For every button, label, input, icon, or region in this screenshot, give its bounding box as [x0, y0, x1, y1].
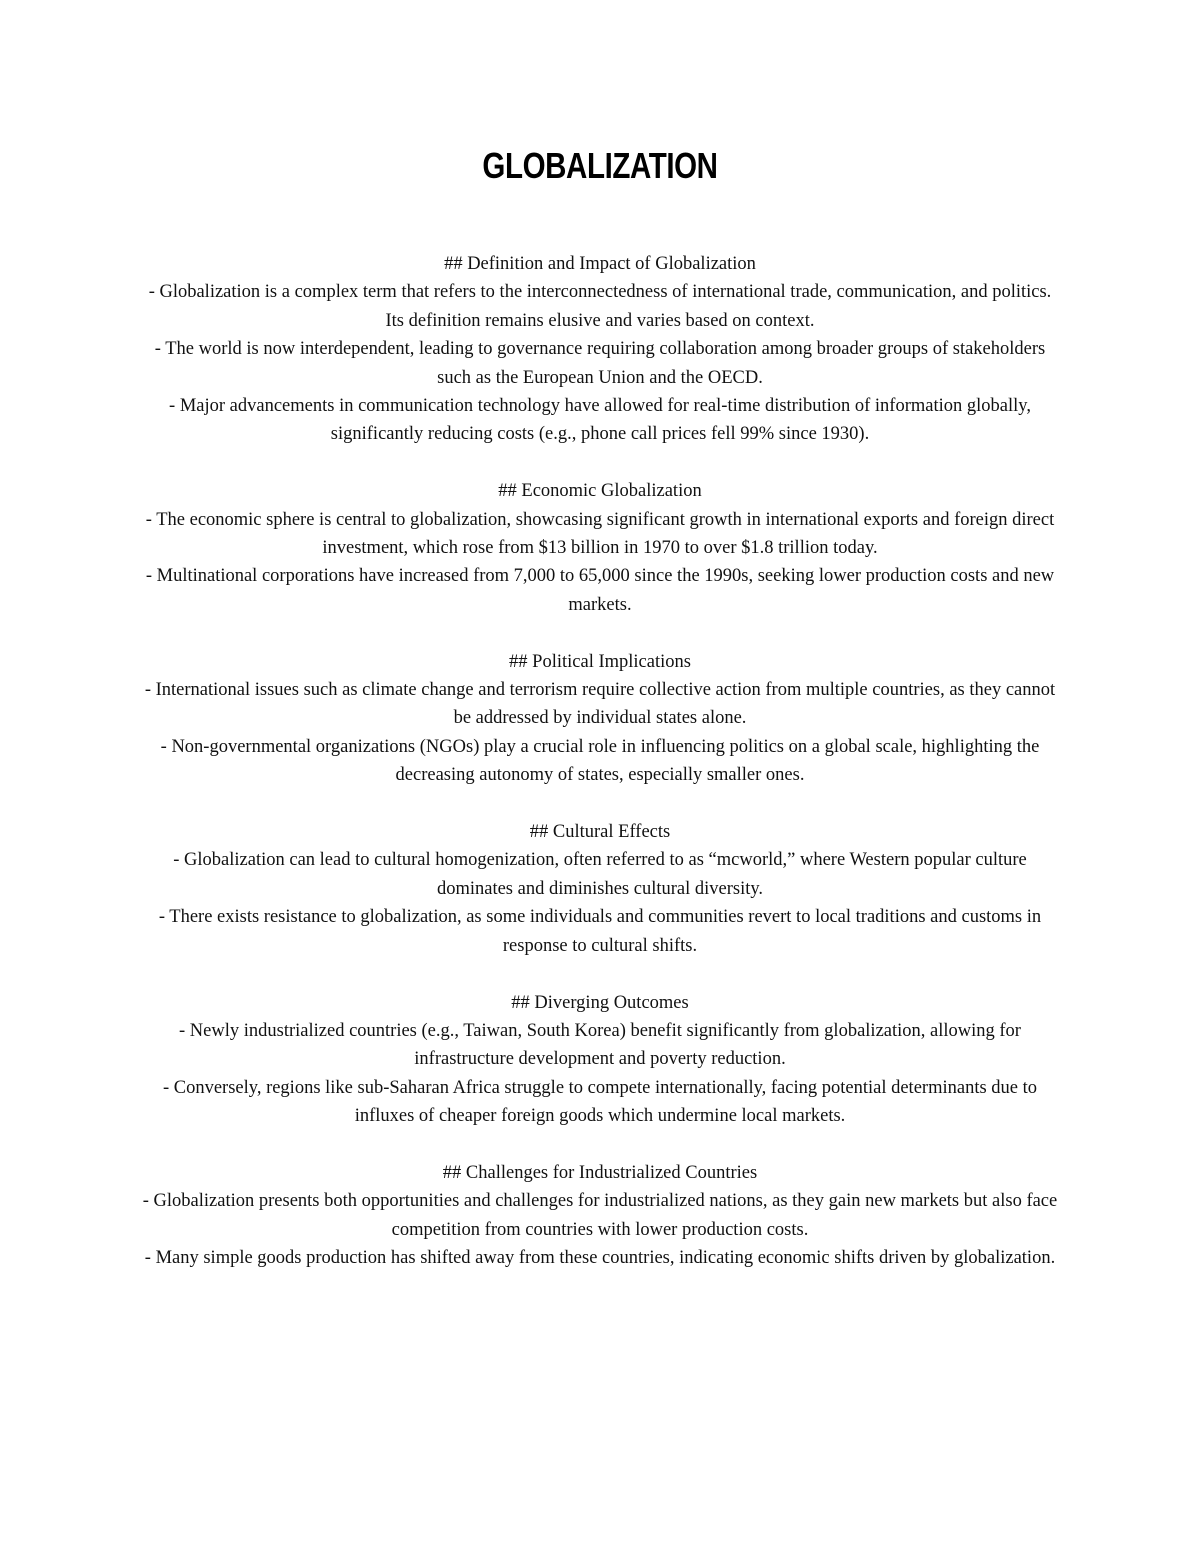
- section-paragraph: - Major advancements in communication technology have allowed for real-time distribution of information globally, significantly reducing costs (e.g., phone call prices fell 99% since 1930).: [169, 396, 1031, 445]
- section-heading: ## Cultural Effects: [529, 822, 671, 843]
- section-cultural-effects: [140, 818, 1060, 960]
- section-economic-globalization: [140, 477, 1060, 619]
- section-paragraph: - Many simple goods production has shifted away from these countries, indicating economic shifts driven by globalization.: [144, 1248, 1056, 1269]
- section-heading: ## Economic Globalization: [498, 481, 702, 502]
- section-paragraph: - Non-governmental organizations (NGOs) play a crucial role in influencing politics on a global scale, highlighting the decreasing autonomy of states, especially smaller ones.: [160, 736, 1040, 786]
- section-paragraph: - Globalization is a complex term that refers to the interconnectedness of international trade, communication, and politics. Its definition remains elusive and varies based on context.: [148, 282, 1052, 331]
- section-paragraph: - Globalization presents both opportunities and challenges for industrialized nations, as they gain new markets but also face competition from countries with lower production costs.: [142, 1191, 1058, 1240]
- section-political-implications: [140, 648, 1060, 790]
- section-paragraph: - Globalization can lead to cultural homogenization, often referred to as “mcworld,” where Western popular culture dominates and diminishes cultural diversity.: [173, 850, 1027, 899]
- section-paragraph: - The world is now interdependent, leading to governance requiring collaboration among broader groups of stakeholders such as the European Union and the OECD.: [154, 339, 1046, 388]
- section-paragraph: - There exists resistance to globalization, as some individuals and communities revert to local traditions and customs in response to cultural shifts.: [158, 907, 1042, 956]
- section-heading: ## Political Implications: [509, 651, 691, 672]
- section-definition-impact: [140, 250, 1060, 449]
- document-body: [140, 250, 1060, 1301]
- section-heading: ## Diverging Outcomes: [511, 992, 689, 1013]
- section-diverging-outcomes: [140, 989, 1060, 1131]
- section-heading: ## Challenges for Industrialized Countries: [442, 1162, 758, 1183]
- section-paragraph: - The economic sphere is central to globalization, showcasing significant growth in international exports and foreign direct investment, which rose from $13 billion in 1970 to over $1.8 trillion today.: [145, 509, 1055, 559]
- section-paragraph: - Newly industrialized countries (e.g., Taiwan, South Korea) benefit significantly from globalization, allowing for infrastructure development and poverty reduction.: [179, 1020, 1021, 1070]
- section-paragraph: - Multinational corporations have increased from 7,000 to 65,000 since the 1990s, seeking lower production costs and new markets.: [145, 566, 1055, 615]
- section-challenges-industrialized: [140, 1159, 1060, 1273]
- section-paragraph: - Conversely, regions like sub-Saharan Africa struggle to compete internationally, facing potential determinants due to influxes of cheaper foreign goods which undermine local markets.: [162, 1077, 1038, 1127]
- section-paragraph: - International issues such as climate change and terrorism require collective action from multiple countries, as they cannot be addressed by individual states alone.: [144, 680, 1056, 729]
- document-title: GLOBALIZATION: [482, 145, 718, 186]
- section-heading: ## Definition and Impact of Globalization: [444, 254, 756, 274]
